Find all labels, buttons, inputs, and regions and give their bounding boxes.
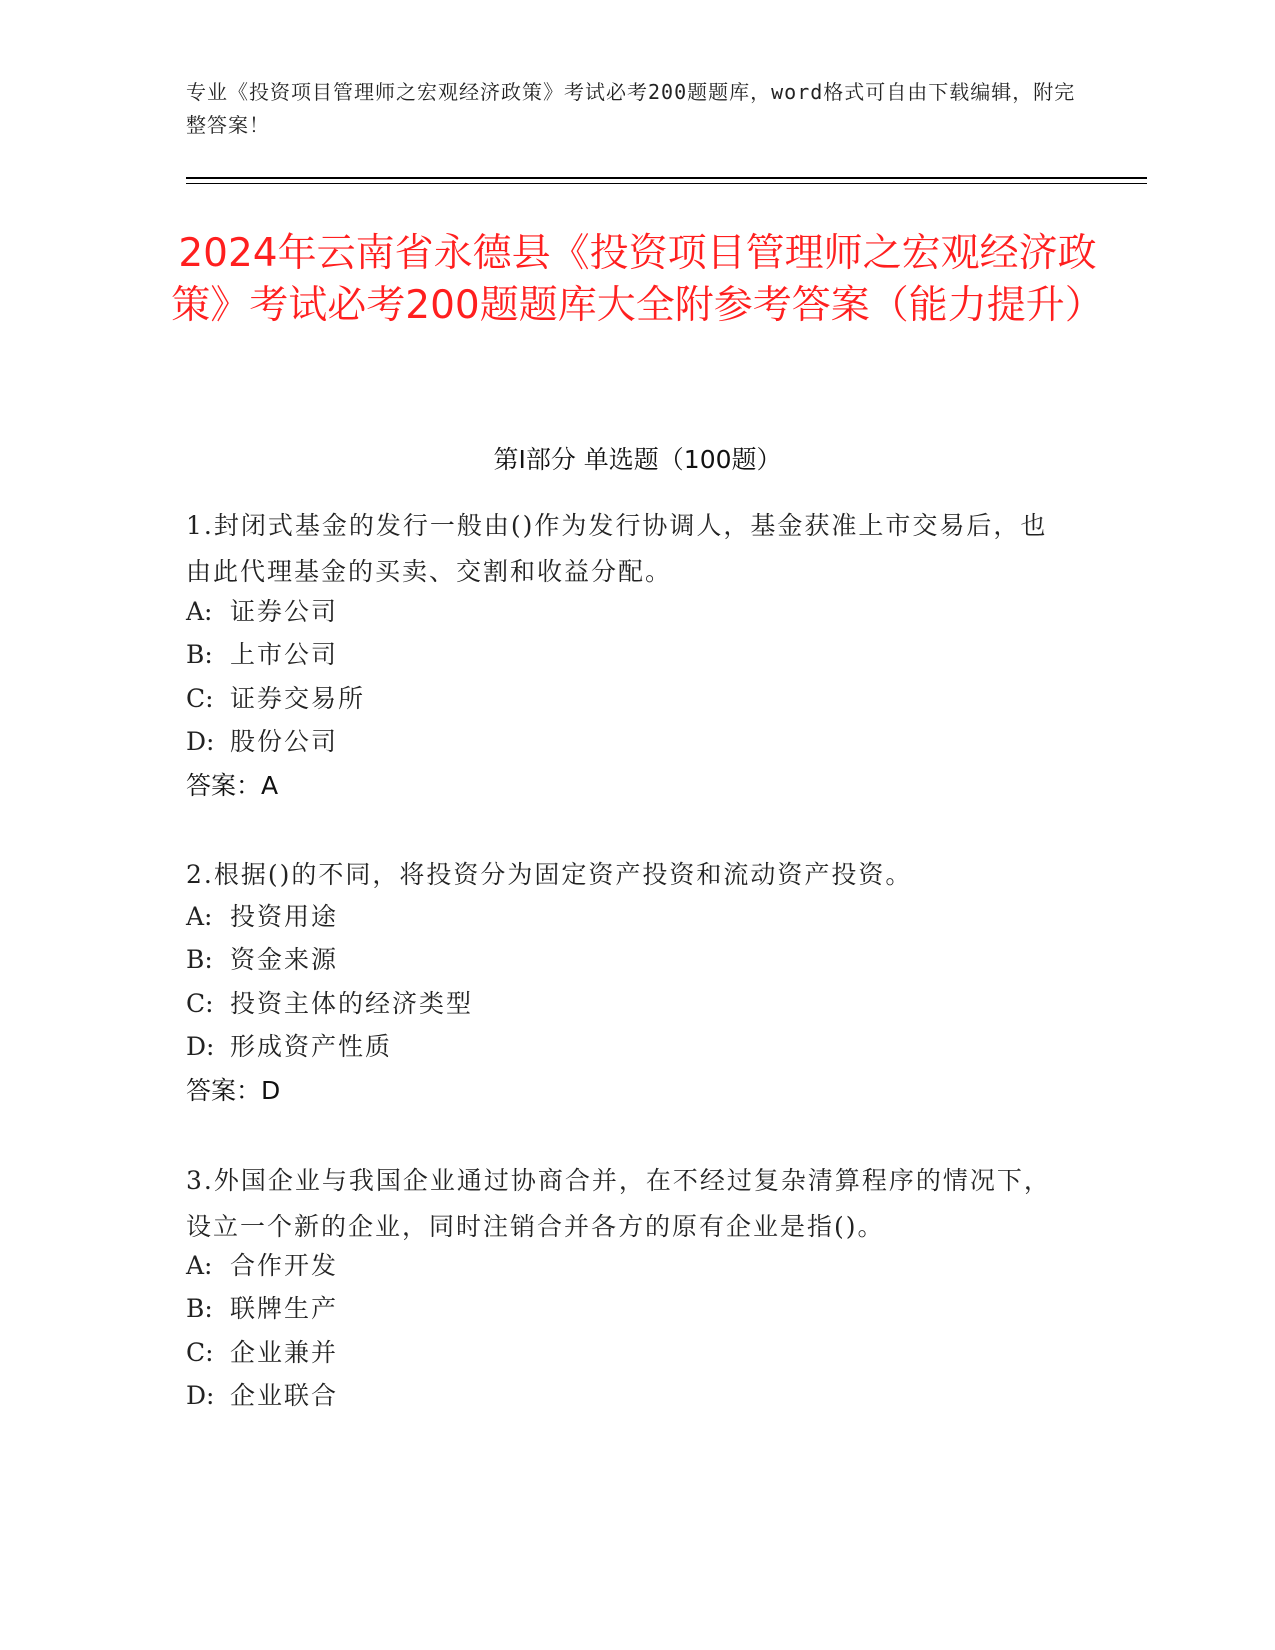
option-label: D:: [186, 727, 215, 756]
question-3-option-c: [186, 1336, 1066, 1370]
option-text: 联牌生产: [230, 1294, 339, 1323]
option-text: 企业联合: [230, 1381, 339, 1410]
option-label: B:: [186, 1294, 213, 1323]
option-text: 形成资产性质: [230, 1032, 393, 1061]
option-text: 上市公司: [230, 640, 339, 669]
option-label: A:: [186, 1251, 213, 1280]
question-3-option-d: [186, 1379, 1066, 1413]
header-note: 专业《投资项目管理师之宏观经济政策》考试必考200题题库，word格式可自由下载编辑，附完整答案！: [186, 80, 1076, 137]
question-1-option-a: [186, 595, 1066, 629]
option-label: C:: [186, 684, 214, 713]
document-title: 2024年云南省永德县《投资项目管理师之宏观经济政策》考试必考200题题库大全附参考答案（能力提升）: [171, 231, 1104, 328]
header-divider-thick: [186, 177, 1147, 179]
option-text: 企业兼并: [230, 1338, 339, 1367]
question-1-answer: 答案：A: [186, 771, 279, 800]
option-text: 证券交易所: [230, 684, 366, 713]
option-text: 证券公司: [230, 597, 339, 626]
option-label: B:: [186, 945, 213, 974]
option-text: 合作开发: [230, 1251, 339, 1280]
option-label: D:: [186, 1381, 215, 1410]
question-3-option-a: [186, 1249, 1066, 1283]
question-2-option-d: [186, 1030, 1066, 1064]
option-label: C:: [186, 989, 214, 1018]
header-divider-thin: [186, 183, 1147, 184]
question-2-text: 2.根据()的不同，将投资分为固定资产投资和流动资产投资。: [186, 860, 913, 889]
option-text: 股份公司: [230, 727, 339, 756]
question-1-text: 1.封闭式基金的发行一般由()作为发行协调人，基金获准上市交易后，也由此代理基金的买卖、交割和收益分配。: [186, 511, 1048, 586]
option-label: D:: [186, 1032, 215, 1061]
question-2-option-c: [186, 987, 1066, 1021]
question-2-option-b: [186, 943, 1066, 977]
option-label: C:: [186, 1338, 214, 1367]
question-2-answer: 答案：D: [186, 1076, 281, 1105]
option-label: A:: [186, 902, 213, 931]
question-1-option-b: [186, 638, 1066, 672]
question-1-option-d: [186, 725, 1066, 759]
option-label: A:: [186, 597, 213, 626]
question-3-option-b: [186, 1292, 1066, 1326]
option-text: 资金来源: [230, 945, 339, 974]
question-1-option-c: [186, 682, 1066, 716]
section-heading: 第I部分 单选题（100题）: [493, 445, 782, 474]
option-text: 投资用途: [230, 902, 339, 931]
question-3-text: 3.外国企业与我国企业通过协商合并，在不经过复杂清算程序的情况下，设立一个新的企业，同时注销合并各方的原有企业是指()。: [186, 1166, 1051, 1241]
option-text: 投资主体的经济类型: [230, 989, 474, 1018]
question-2-option-a: [186, 900, 1066, 934]
option-label: B:: [186, 640, 213, 669]
